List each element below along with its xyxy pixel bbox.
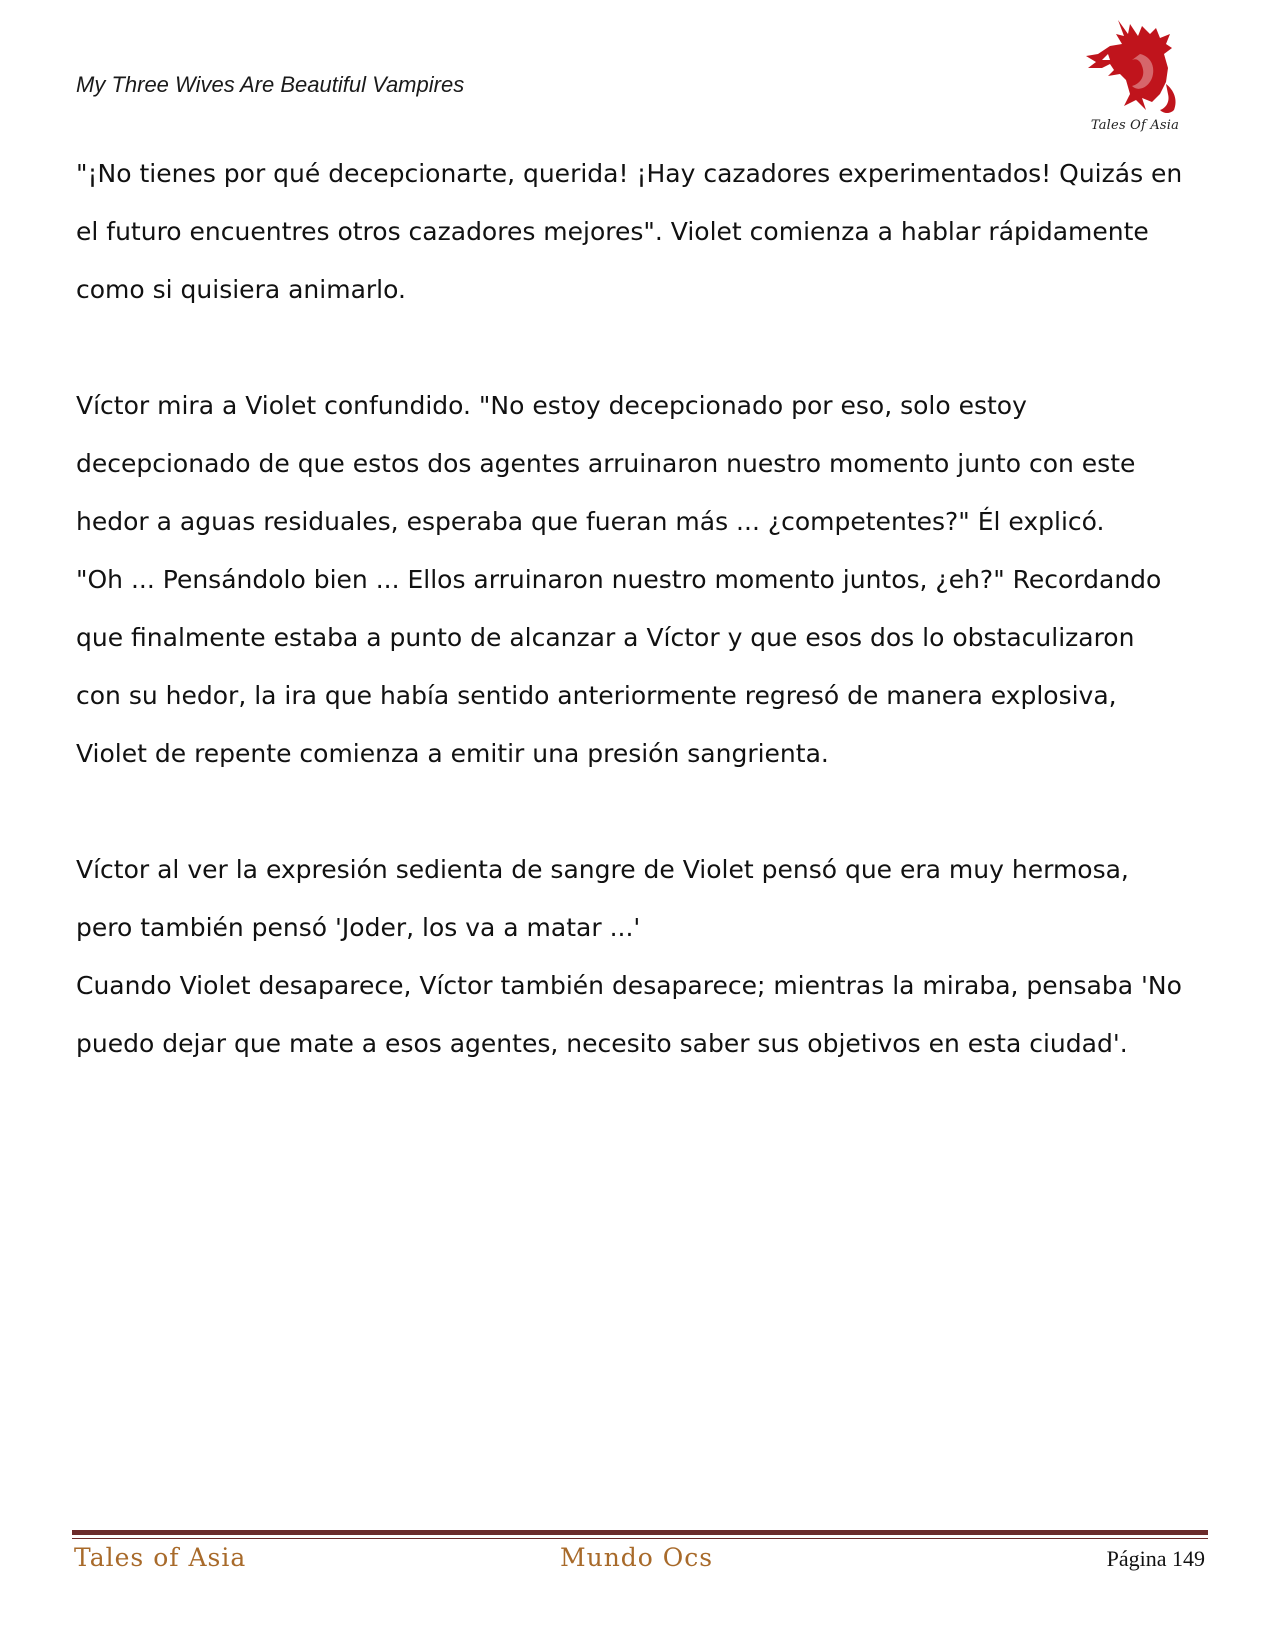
text-line: puedo dejar que mate a esos agentes, necesito saber sus objetivos en esta ciudad'. [76, 1029, 1128, 1058]
text-line: el futuro encuentres otros cazadores mejores". Violet comienza a hablar rápidamente [76, 217, 1149, 246]
text-line: pero también pensó 'Joder, los va a matar ...' [76, 913, 641, 942]
text-line: "Oh ... Pensándolo bien ... Ellos arruinaron nuestro momento juntos, ¿eh?" Recordando [76, 565, 1162, 594]
text-line: Violet de repente comienza a emitir una presión sangrienta. [76, 739, 829, 768]
page-number: Página 149 [1106, 1546, 1205, 1571]
footer-center-label: Mundo Ocs [560, 1543, 714, 1572]
text-line: decepcionado de que estos dos agentes arruinaron nuestro momento junto con este [76, 449, 1136, 478]
paragraph [76, 377, 1206, 783]
text-line: Cuando Violet desaparece, Víctor también desaparece; mientras la miraba, pensaba 'No [76, 971, 1182, 1000]
text-line: "¡No tienes por qué decepcionarte, querida! ¡Hay cazadores experimentados! Quizás en [76, 159, 1183, 188]
text-line: Víctor al ver la expresión sedienta de sangre de Violet pensó que era muy hermosa, [76, 855, 1129, 884]
text-line: como si quisiera animarlo. [76, 275, 406, 304]
document-body [76, 145, 1206, 1131]
text-line: que finalmente estaba a punto de alcanzar a Víctor y que esos dos lo obstaculizaron [76, 623, 1135, 652]
document-header-title: My Three Wives Are Beautiful Vampires [76, 72, 465, 97]
logo-text: Tales Of Asia [1090, 118, 1180, 133]
text-line: hedor a aguas residuales, esperaba que fueran más ... ¿competentes?" Él explicó. [76, 507, 1105, 536]
text-line: con su hedor, la ira que había sentido anteriormente regresó de manera explosiva, [76, 681, 1117, 710]
paragraph [76, 841, 1206, 1073]
tales-of-asia-logo [1080, 14, 1190, 139]
footer-divider-thin [72, 1538, 1208, 1539]
paragraph [76, 145, 1206, 319]
footer-divider [72, 1530, 1208, 1535]
footer-site-name: Tales of Asia [74, 1543, 247, 1572]
text-line: Víctor mira a Violet confundido. "No estoy decepcionado por eso, solo estoy [76, 391, 1027, 420]
red-dragon-logo-icon [1080, 14, 1190, 119]
